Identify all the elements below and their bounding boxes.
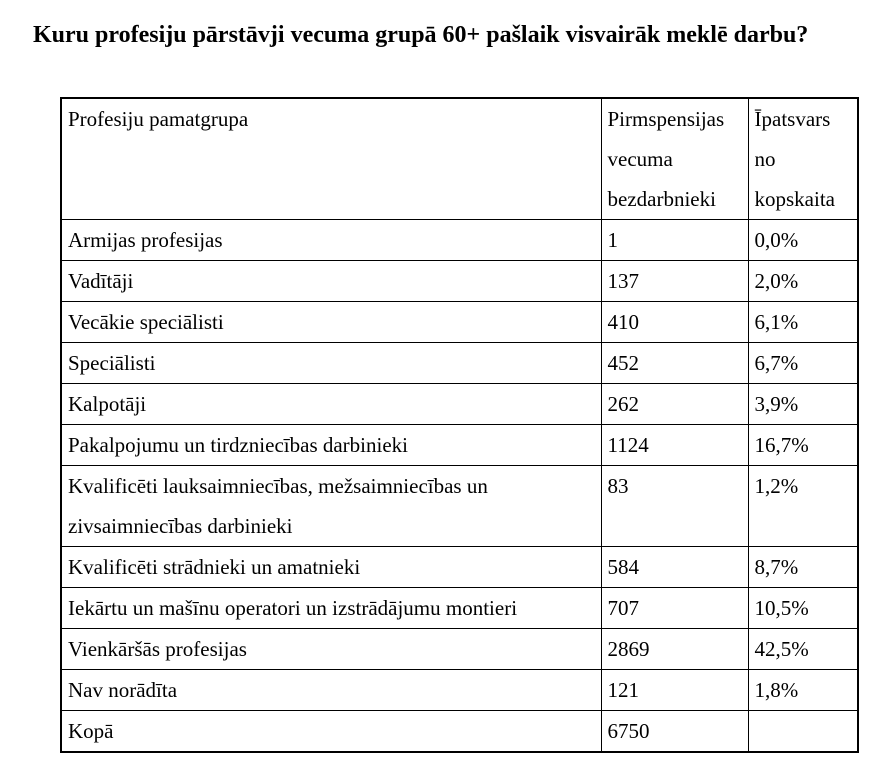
share-cell: 0,0% [748, 220, 858, 261]
count-cell: 584 [601, 547, 748, 588]
page-title: Kuru profesiju pārstāvji vecuma grupā 60+ pašlaik visvairāk meklē darbu? [33, 22, 809, 48]
profession-cell: Kopā [61, 711, 601, 753]
share-cell: 2,0% [748, 261, 858, 302]
share-cell: 1,2% [748, 466, 858, 547]
table-row [61, 547, 858, 588]
profession-cell: Pakalpojumu un tirdzniecības darbinieki [61, 425, 601, 466]
share-cell: 3,9% [748, 384, 858, 425]
profession-cell: Nav norādīta [61, 670, 601, 711]
share-cell: 6,7% [748, 343, 858, 384]
count-cell: 2869 [601, 629, 748, 670]
count-cell: 707 [601, 588, 748, 629]
profession-cell: Vecākie speciālisti [61, 302, 601, 343]
share-cell: 8,7% [748, 547, 858, 588]
table-header-row [61, 98, 858, 220]
share-cell: 16,7% [748, 425, 858, 466]
column-header: Pirmspensijas vecuma bezdarbnieki [601, 98, 748, 220]
column-header: Profesiju pamatgrupa [61, 98, 601, 220]
data-table [60, 97, 859, 753]
share-cell: 1,8% [748, 670, 858, 711]
column-header: Īpatsvars no kopskaita [748, 98, 858, 220]
share-cell: 10,5% [748, 588, 858, 629]
share-cell: 6,1% [748, 302, 858, 343]
profession-cell: Vienkāršās profesijas [61, 629, 601, 670]
table-row [61, 425, 858, 466]
count-cell: 410 [601, 302, 748, 343]
count-cell: 121 [601, 670, 748, 711]
count-cell: 1 [601, 220, 748, 261]
profession-cell: Kvalificēti lauksaimniecības, mežsaimniecības un zivsaimniecības darbinieki [61, 466, 601, 547]
count-cell: 452 [601, 343, 748, 384]
table-row [61, 466, 858, 547]
count-cell: 83 [601, 466, 748, 547]
table-row [61, 343, 858, 384]
count-cell: 262 [601, 384, 748, 425]
table-row [61, 629, 858, 670]
table-row [61, 302, 858, 343]
share-cell [748, 711, 858, 753]
count-cell: 1124 [601, 425, 748, 466]
table-row [61, 220, 858, 261]
count-cell: 6750 [601, 711, 748, 753]
profession-cell: Vadītāji [61, 261, 601, 302]
table-row [61, 261, 858, 302]
profession-cell: Armijas profesijas [61, 220, 601, 261]
table-row [61, 670, 858, 711]
profession-cell: Iekārtu un mašīnu operatori un izstrādājumu montieri [61, 588, 601, 629]
profession-cell: Kalpotāji [61, 384, 601, 425]
profession-cell: Speciālisti [61, 343, 601, 384]
profession-cell: Kvalificēti strādnieki un amatnieki [61, 547, 601, 588]
share-cell: 42,5% [748, 629, 858, 670]
count-cell: 137 [601, 261, 748, 302]
table-row [61, 588, 858, 629]
table-row [61, 711, 858, 753]
table-row [61, 384, 858, 425]
